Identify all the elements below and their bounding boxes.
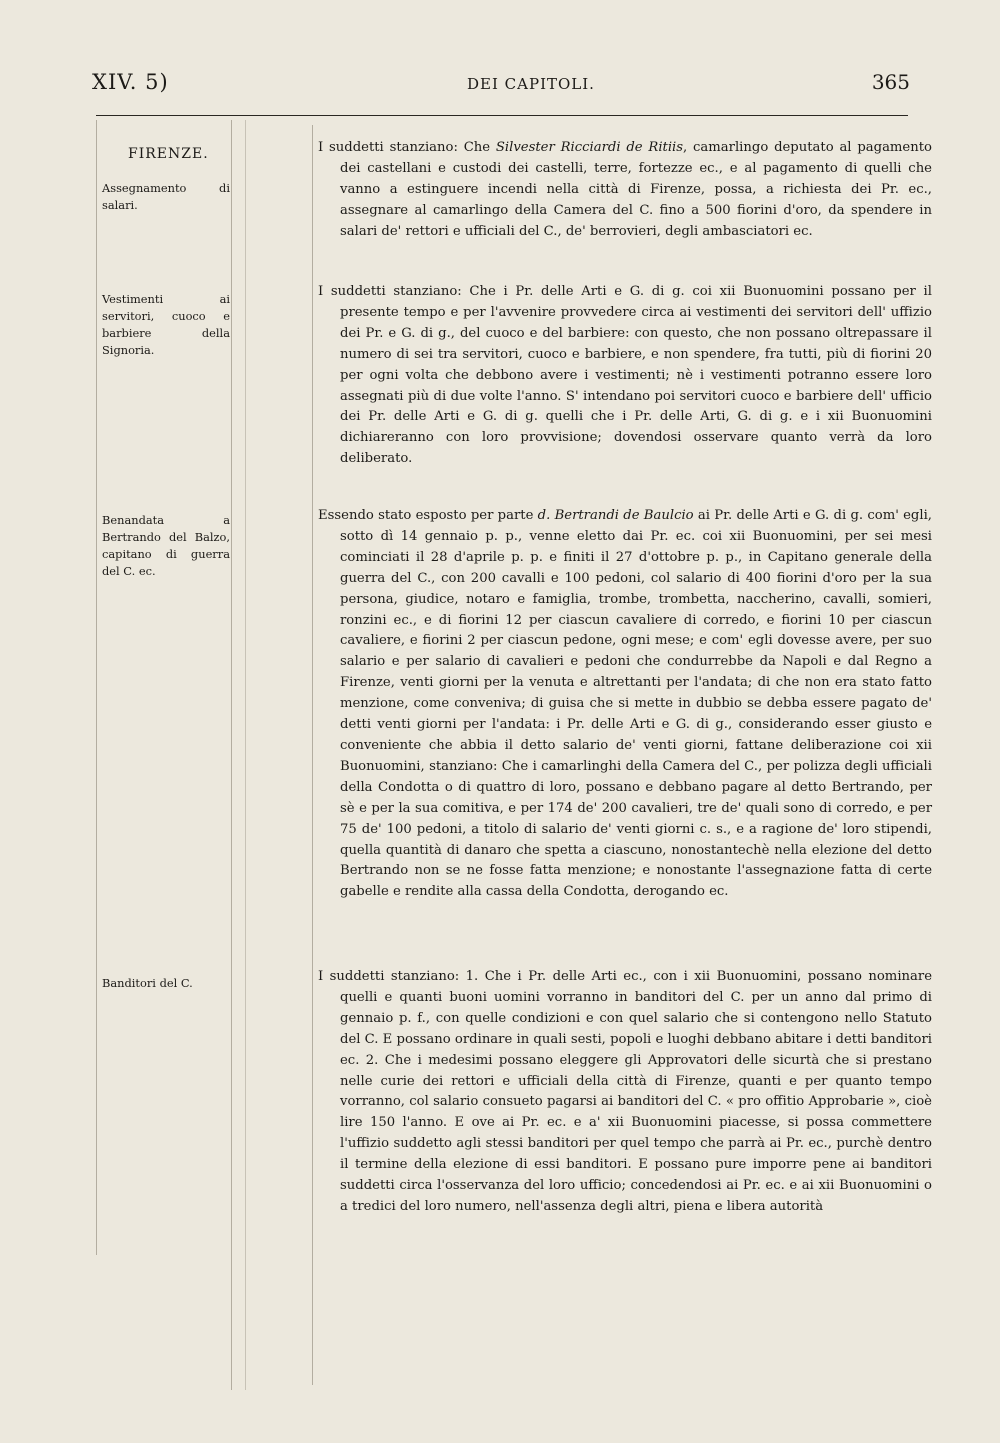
person-name: d. Bertrandi de Baulcio <box>537 508 694 523</box>
margin-note: Vestimenti ai servitori, cuoco e barbiere della Signoria. <box>102 292 230 357</box>
margin-place-heading: FIRENZE. <box>128 146 209 162</box>
paragraph-salari <box>318 138 932 243</box>
paragraph-banditori: I suddetti stanziano: 1. Che i Pr. delle Arti ec., con i xii Buonuomini, possano nominare quelli e quanti buoni uomini vorranno in banditori del C. per un anno dal primo di gennaio p. f., con quelle condizioni e con quel salario che si contengono nello Statuto del C. E possano ordinare in quali sesti, popoli e luoghi debbano abitare i detti banditori ec. 2. Che i medesimi possano eleggere gli Approvatori delle sicurtà che si prestano nelle curie dei rettori e ufficiali della città di Firenze, quanti e per quanto tempo vorranno, col salario consueto pagarsi ai banditori del C. « pro offitio Approbarie », cioè lire 150 l'anno. E ove ai Pr. ec. e a' xii Buonuomini piacesse, si possa commettere l'uffizio suddetto agli stessi banditori per quel tempo che parrà ai Pr. ec., purchè dentro il termine della elezione di essi banditori. E possano pure imporre pene ai banditori suddetti circa l'osservanza del loro ufficio; concedendosi ai Pr. ec. e ai xii Buonuomini o a tredici del loro numero, nell'assenza degli altri, piena e libera autorità <box>318 969 932 1214</box>
paragraph-text: , camarlingo deputato al pagamento dei castellani e custodi dei castelli, terre, fortezze ec., e al pagamento di quelli che vanno a estinguere incendi nella città di Firenze, possa, a richiesta dei Pr. ec., assegnare al camarlingo della Camera del C. fino a 500 fiorini d'oro, da spendere in salari de' rettori e ufficiali del C., de' berrovieri, degli ambasciatori ec. <box>340 140 932 239</box>
paragraph-text: Essendo stato esposto per parte <box>318 508 538 523</box>
paragraph-vestimenti: I suddetti stanziano: Che i Pr. delle Arti e G. di g. coi xii Buonuomini possano per il presente tempo e per l'avvenire provvedere circa ai vestimenti dei servitori dell' uffizio dei Pr. e G. di g., del cuoco e del barbiere: con questo, che non possano oltrepassare il numero di sei tra servitori, cuoco e barbiere, e non spendere, fra tutti, più di fiorini 20 per ogni volta che debbono avere i vestimenti; nè i vestimenti potranno essere loro assegnati più di due volte l'anno. S' intendano poi servitori cuoco e barbiere dell' ufficio dei Pr. delle Arti e G. di g. quelli che i Pr. delle Arti, G. di g. e i xii Buonuomini dichiareranno con loro provvisione; dovendosi osservare quanto verrà da loro deliberato. <box>318 284 932 467</box>
column-rule-text <box>312 125 313 1385</box>
header-rule <box>96 115 908 116</box>
running-header <box>92 70 910 106</box>
column-rule-margin-inner <box>245 120 246 1390</box>
margin-note: Assegnamento di salari. <box>102 181 230 212</box>
page-number: 365 <box>871 70 910 94</box>
margin-note: Benandata a Bertrando del Balzo, capitano di guerra del C. ec. <box>102 513 230 578</box>
paragraph-bertrando <box>318 506 932 903</box>
column-rule-margin <box>231 120 232 1390</box>
chapter-reference: XIV. 5) <box>92 70 169 94</box>
column-rule-left <box>96 120 97 1255</box>
margin-note: Banditori del C. <box>102 976 193 990</box>
paragraph-text: I suddetti stanziano: Che <box>318 140 496 155</box>
running-title: DEI CAPITOLI. <box>467 75 595 93</box>
person-name: Silvester Ricciardi de Ritiis <box>495 140 684 155</box>
paragraph-text: ai Pr. delle Arti e G. di g. com' egli, sotto dì 14 gennaio p. p., venne eletto dai Pr. ec. coi xii Buonuomini, per sei mesi cominciati il 28 d'aprile p. p. e finiti il 27 d'ottobre p. p., in Capitano generale della guerra del C., con 200 cavalli e 100 pedoni, col salario di 400 fiorini d'oro per la sua persona, giudice, notaro e famiglia, trombe, trombetta, naccherino, cavalli, somieri, ronzini ec., e di fiorini 12 per ciascun cavaliere di corredo, e fiorini 10 per ciascun cavaliere, e fiorini 2 per ciascun pedone, ogni mese; e com' egli dovesse avere, per suo salario e per salario di cavalieri e pedoni che condurrebbe da Napoli e dal Regno a Firenze, venti giorni per la venuta e altrettanti per l'andata; di che non era stato fatto menzione, come conveniva; di guisa che si mette in dubbio se debba essere pagato de' detti venti giorni per l'andata: i Pr. delle Arti e G. di g., considerando esser giusto e conveniente che abbia il detto salario de' venti giorni, fattane deliberazione coi xii Buonuomini, stanziano: Che i camarlinghi della Camera del C., per polizza degli ufficiali della Condotta o di quattro di loro, possano e debbano pagare al detto Bertrando, per sè e per la sua comitiva, e per 174 de' 200 cavalieri, tre de' quali sono di corredo, e per 75 de' 100 pedoni, a titolo di salario de' venti giorni c. s., e a ragione de' loro stipendi, quella quantità di danaro che spetta a ciascuno, nonostantechè nella elezione del detto Bertrando non se ne fosse fatta menzione; e nonostante l'assegnazione fatta di certe gabelle e rendite alla cassa della Condotta, derogando ec. <box>340 508 932 900</box>
